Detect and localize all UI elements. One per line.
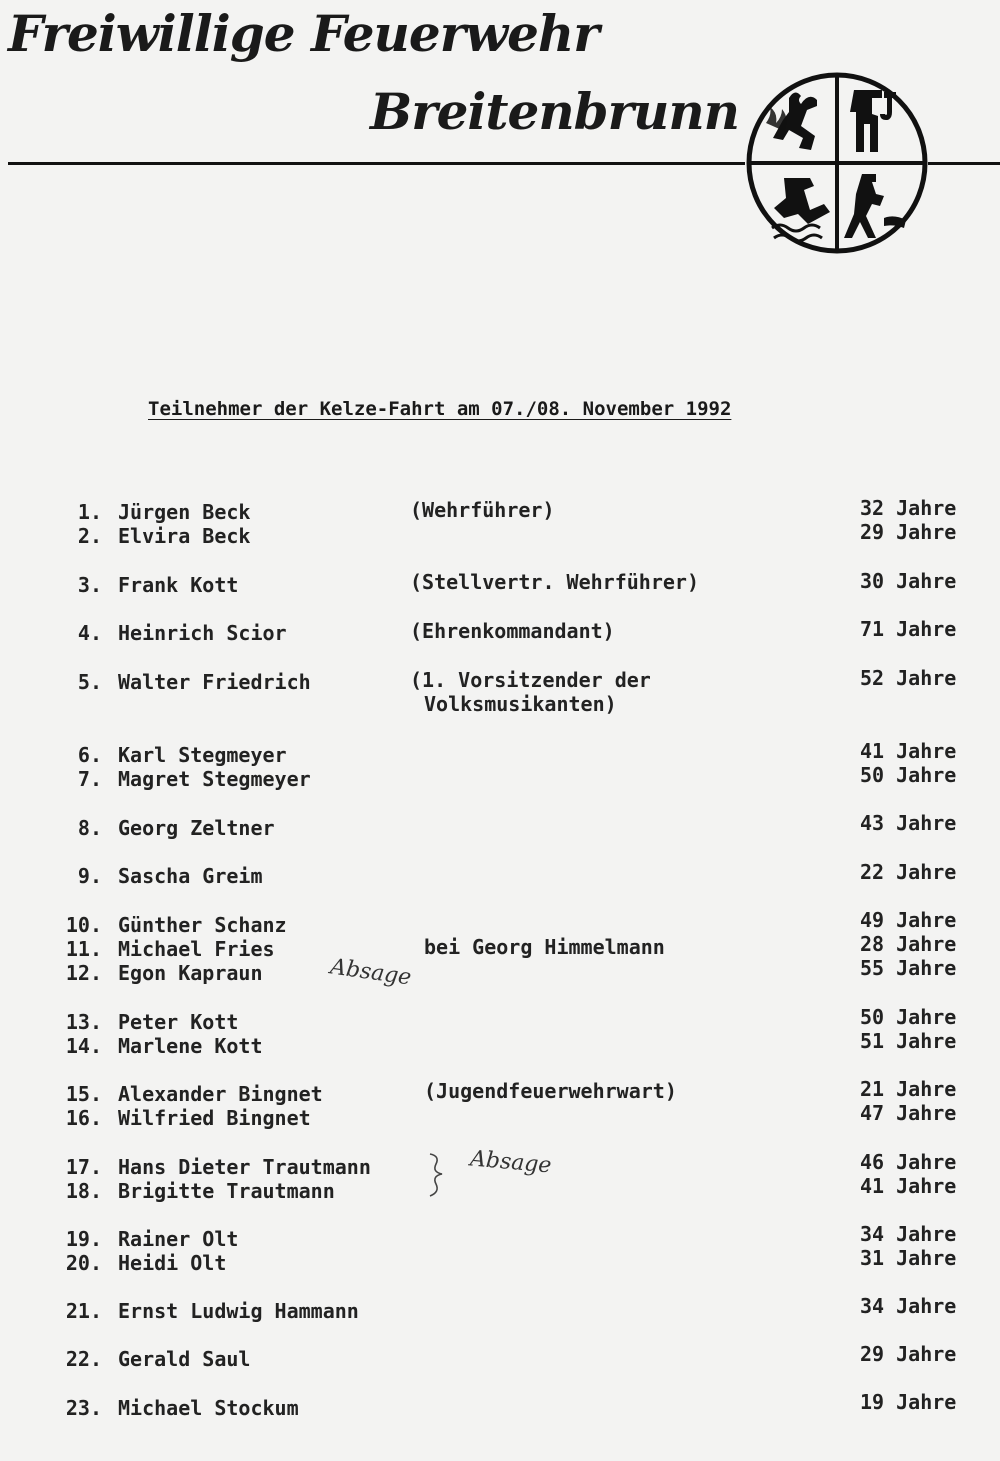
entry-age: 71 Jahre — [860, 617, 957, 641]
entry-number: 2. — [77, 524, 102, 548]
entry-number: 22. — [65, 1347, 102, 1371]
entry-name: Georg Zeltner — [118, 816, 275, 840]
entry-name: Frank Kott — [118, 573, 239, 597]
entry-number: 4. — [77, 621, 102, 645]
entry-name: Günther Schanz — [118, 913, 287, 937]
header-rule-left — [8, 162, 745, 165]
entry-number: 15. — [65, 1082, 102, 1106]
entry-name: Magret Stegmeyer — [118, 767, 311, 791]
entry-role: (1. Vorsitzender der — [410, 668, 651, 692]
entry-name: Marlene Kott — [118, 1034, 263, 1058]
header-rule-right — [928, 162, 1000, 165]
entry-age: 34 Jahre — [860, 1222, 957, 1246]
entry-number: 12. — [65, 961, 102, 985]
entry-name: Heinrich Scior — [118, 621, 287, 645]
entry-number: 19. — [65, 1227, 102, 1251]
entry-name: Karl Stegmeyer — [118, 743, 287, 767]
entry-number: 21. — [65, 1299, 102, 1323]
entry-name: Brigitte Trautmann — [118, 1179, 335, 1203]
entry-name: Sascha Greim — [118, 864, 263, 888]
entry-name: Peter Kott — [118, 1010, 239, 1034]
entry-number: 6. — [77, 743, 102, 767]
header-title-line2: Breitenbrunn — [370, 82, 740, 141]
header-title-line1: Freiwillige Feuerwehr — [8, 4, 599, 63]
entry-number: 5. — [77, 670, 102, 694]
entry-age: 29 Jahre — [860, 1342, 957, 1366]
entry-name: Michael Fries — [118, 937, 275, 961]
entry-number: 1. — [77, 500, 102, 524]
entry-role: bei Georg Himmelmann — [424, 935, 665, 959]
entry-role: (Ehrenkommandant) — [410, 619, 615, 643]
entry-name: Alexander Bingnet — [118, 1082, 323, 1106]
entry-age: 50 Jahre — [860, 763, 957, 787]
entry-age: 41 Jahre — [860, 739, 957, 763]
handwritten-note: Absage — [469, 1146, 553, 1179]
entry-age: 51 Jahre — [860, 1029, 957, 1053]
entry-age: 29 Jahre — [860, 520, 957, 544]
entry-number: 13. — [65, 1010, 102, 1034]
entry-name: Elvira Beck — [118, 524, 251, 548]
entry-role: (Jugendfeuerwehrwart) — [424, 1079, 677, 1103]
entry-age: 32 Jahre — [860, 496, 957, 520]
entry-name: Jürgen Beck — [118, 500, 251, 524]
entry-name: Michael Stockum — [118, 1396, 299, 1420]
entry-name: Ernst Ludwig Hammann — [118, 1299, 359, 1323]
entry-age: 30 Jahre — [860, 569, 957, 593]
entry-age: 31 Jahre — [860, 1246, 957, 1270]
entry-number: 14. — [65, 1034, 102, 1058]
entry-age: 49 Jahre — [860, 908, 957, 932]
entry-name: Egon Kapraun — [118, 961, 263, 985]
entry-number: 9. — [77, 864, 102, 888]
fire-brigade-emblem-icon — [744, 68, 930, 258]
entry-age: 21 Jahre — [860, 1077, 957, 1101]
entry-number: 10. — [65, 913, 102, 937]
entry-age: 28 Jahre — [860, 932, 957, 956]
entry-number: 23. — [65, 1396, 102, 1420]
entry-name: Gerald Saul — [118, 1347, 251, 1371]
handwritten-note: Absage — [328, 954, 413, 991]
entry-age: 55 Jahre — [860, 956, 957, 980]
entry-age: 46 Jahre — [860, 1150, 957, 1174]
entry-name: Wilfried Bingnet — [118, 1106, 311, 1130]
entry-number: 20. — [65, 1251, 102, 1275]
entry-age: 47 Jahre — [860, 1101, 957, 1125]
entry-age: 22 Jahre — [860, 860, 957, 884]
entry-name: Rainer Olt — [118, 1227, 239, 1251]
entry-role: (Stellvertr. Wehrführer) — [410, 570, 699, 594]
entry-age: 41 Jahre — [860, 1174, 957, 1198]
entry-age: 50 Jahre — [860, 1005, 957, 1029]
entry-age: 52 Jahre — [860, 666, 957, 690]
handwritten-brace-icon — [426, 1150, 450, 1200]
entry-name: Walter Friedrich — [118, 670, 311, 694]
entry-number: 3. — [77, 573, 102, 597]
entry-role-continued: Volksmusikanten) — [424, 692, 617, 716]
entry-number: 11. — [65, 937, 102, 961]
entry-number: 18. — [65, 1179, 102, 1203]
entry-role: (Wehrführer) — [410, 498, 555, 522]
document-title: Teilnehmer der Kelze-Fahrt am 07./08. November 1992 — [148, 398, 732, 420]
entry-age: 43 Jahre — [860, 811, 957, 835]
entry-number: 16. — [65, 1106, 102, 1130]
entry-number: 7. — [77, 767, 102, 791]
entry-number: 8. — [77, 816, 102, 840]
entry-age: 19 Jahre — [860, 1390, 957, 1414]
entry-number: 17. — [65, 1155, 102, 1179]
entry-age: 34 Jahre — [860, 1294, 957, 1318]
entry-name: Hans Dieter Trautmann — [118, 1155, 371, 1179]
entry-name: Heidi Olt — [118, 1251, 227, 1275]
